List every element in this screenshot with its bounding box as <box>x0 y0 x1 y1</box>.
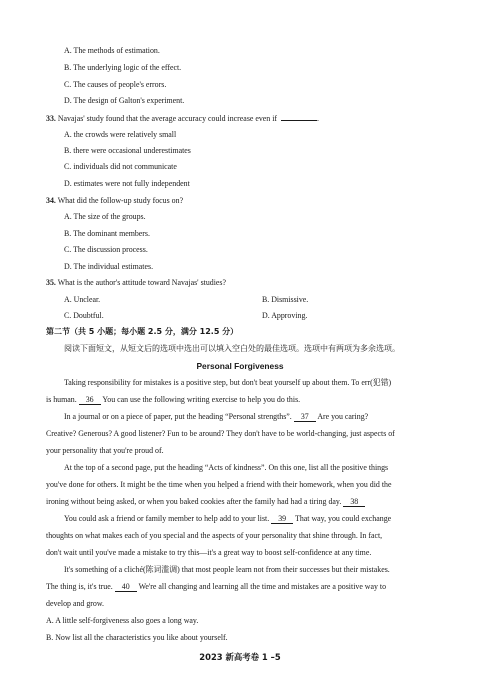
passage-text: ironing without being asked, or when you baked cookies after the family had had a tiring day. <box>46 497 342 506</box>
passage-line-10: thoughts on what makes each of you special and the aspects of your personality that shine through. In fact, <box>46 531 383 540</box>
passage-line-1: Taking responsibility for mistakes is a positive step, but don't beat yourself up about them. To err(犯错) <box>64 378 392 387</box>
q35-row-1 <box>0 295 480 305</box>
blank-36[interactable]: 36 <box>79 395 101 405</box>
section-instruction: 阅读下面短文，从短文后的选项中选出可以填入空白处的最佳选项。选项中有两项为多余选项。 <box>64 344 400 353</box>
passage-text: In a journal or on a piece of paper, put the heading “Personal strengths”. <box>64 412 292 421</box>
blank-40[interactable]: 40 <box>115 582 137 592</box>
q33-option-b[interactable]: B. there were occasional underestimates <box>64 146 191 155</box>
passage-line-11: don't wait until you've made a mistake to try this—it's a great way to boost self-confidence at any time. <box>46 548 372 557</box>
passage-line-2 <box>0 395 480 405</box>
answer-option-b[interactable]: B. Now list all the characteristics you like about yourself. <box>46 633 228 642</box>
passage-line-7: you've done for others. It might be the time when you helped a friend with their homework, when you did the <box>46 480 392 489</box>
passage-line-3 <box>0 412 480 422</box>
q33-stem-line <box>0 113 480 124</box>
blank-38[interactable]: 38 <box>343 497 365 507</box>
answer-option-a[interactable]: A. A little self-forgiveness also goes a long way. <box>46 616 199 625</box>
passage-text: Are you caring? <box>317 412 369 421</box>
passage-title: Personal Forgiveness <box>196 361 284 371</box>
q33-option-c[interactable]: C. individuals did not communicate <box>64 162 177 171</box>
passage-text: is human. <box>46 395 77 404</box>
passage-line-9 <box>0 514 480 524</box>
passage-line-6: At the top of a second page, put the heading “Acts of kindness”. On this one, list all the positive things <box>64 463 389 472</box>
q35-stem: What is the author's attitude toward Navajas' studies? <box>57 278 226 287</box>
q34-option-d[interactable]: D. The individual estimates. <box>64 262 154 271</box>
passage-text: We're all changing and learning all the time and mistakes are a positive way to <box>138 582 387 591</box>
q35-row-2 <box>0 311 480 321</box>
q34-stem: What did the follow-up study focus on? <box>57 196 184 205</box>
q34-number: 34. <box>46 196 56 205</box>
passage-line-5: your personality that you're proud of. <box>46 446 164 455</box>
q34-option-a[interactable]: A. The size of the groups. <box>64 212 146 221</box>
q32-option-a[interactable]: A. The methods of estimation. <box>64 46 160 55</box>
q35-option-d[interactable]: D. Approving. <box>262 311 308 320</box>
q32-option-c[interactable]: C. The causes of people's errors. <box>64 80 167 89</box>
passage-text: You can use the following writing exercise to help you do this. <box>102 395 301 404</box>
passage-line-4: Creative? Generous? A good listener? Fun to be around? They don't have to be world-changing, just aspects of <box>46 429 395 438</box>
q33-option-d[interactable]: D. estimates were not fully independent <box>64 179 190 188</box>
q35-stem-line <box>0 278 480 288</box>
passage-text: The thing is, it's true. <box>46 582 113 591</box>
q33-blank <box>281 113 320 123</box>
q32-option-d[interactable]: D. The design of Galton's experiment. <box>64 96 185 105</box>
blank-37[interactable]: 37 <box>294 412 316 422</box>
q34-option-c[interactable]: C. The discussion process. <box>64 245 148 254</box>
q32-option-b[interactable]: B. The underlying logic of the effect. <box>64 63 182 72</box>
blank-39[interactable]: 39 <box>271 514 293 524</box>
q33-option-a[interactable]: A. the crowds were relatively small <box>64 130 177 139</box>
q33-stem: Navajas' study found that the average accuracy could increase even if <box>57 114 278 123</box>
q33-stem-tail: . <box>317 114 320 123</box>
q34-option-b[interactable]: B. The dominant members. <box>64 229 150 238</box>
passage-line-13 <box>0 582 480 592</box>
q35-option-a[interactable]: A. Unclear. <box>64 295 101 304</box>
page-footer: 2023 新高考卷 1 –5 <box>199 652 281 662</box>
q34-stem-line <box>0 196 480 206</box>
q35-number: 35. <box>46 278 56 287</box>
passage-text: You could ask a friend or family member to help add to your list. <box>64 514 270 523</box>
passage-line-8 <box>0 497 480 507</box>
passage-line-12: It's something of a cliché(陈词滥调) that most people learn not from their successes but their mistakes. <box>64 565 390 574</box>
passage-text: That way, you could exchange <box>295 514 392 523</box>
q33-number: 33. <box>46 114 56 123</box>
q35-option-b[interactable]: B. Dismissive. <box>262 295 309 304</box>
passage-line-14: develop and grow. <box>46 599 104 608</box>
q35-option-c[interactable]: C. Doubtful. <box>64 311 104 320</box>
section-heading: 第二节（共 5 小题；每小题 2.5 分，满分 12.5 分） <box>46 327 239 336</box>
